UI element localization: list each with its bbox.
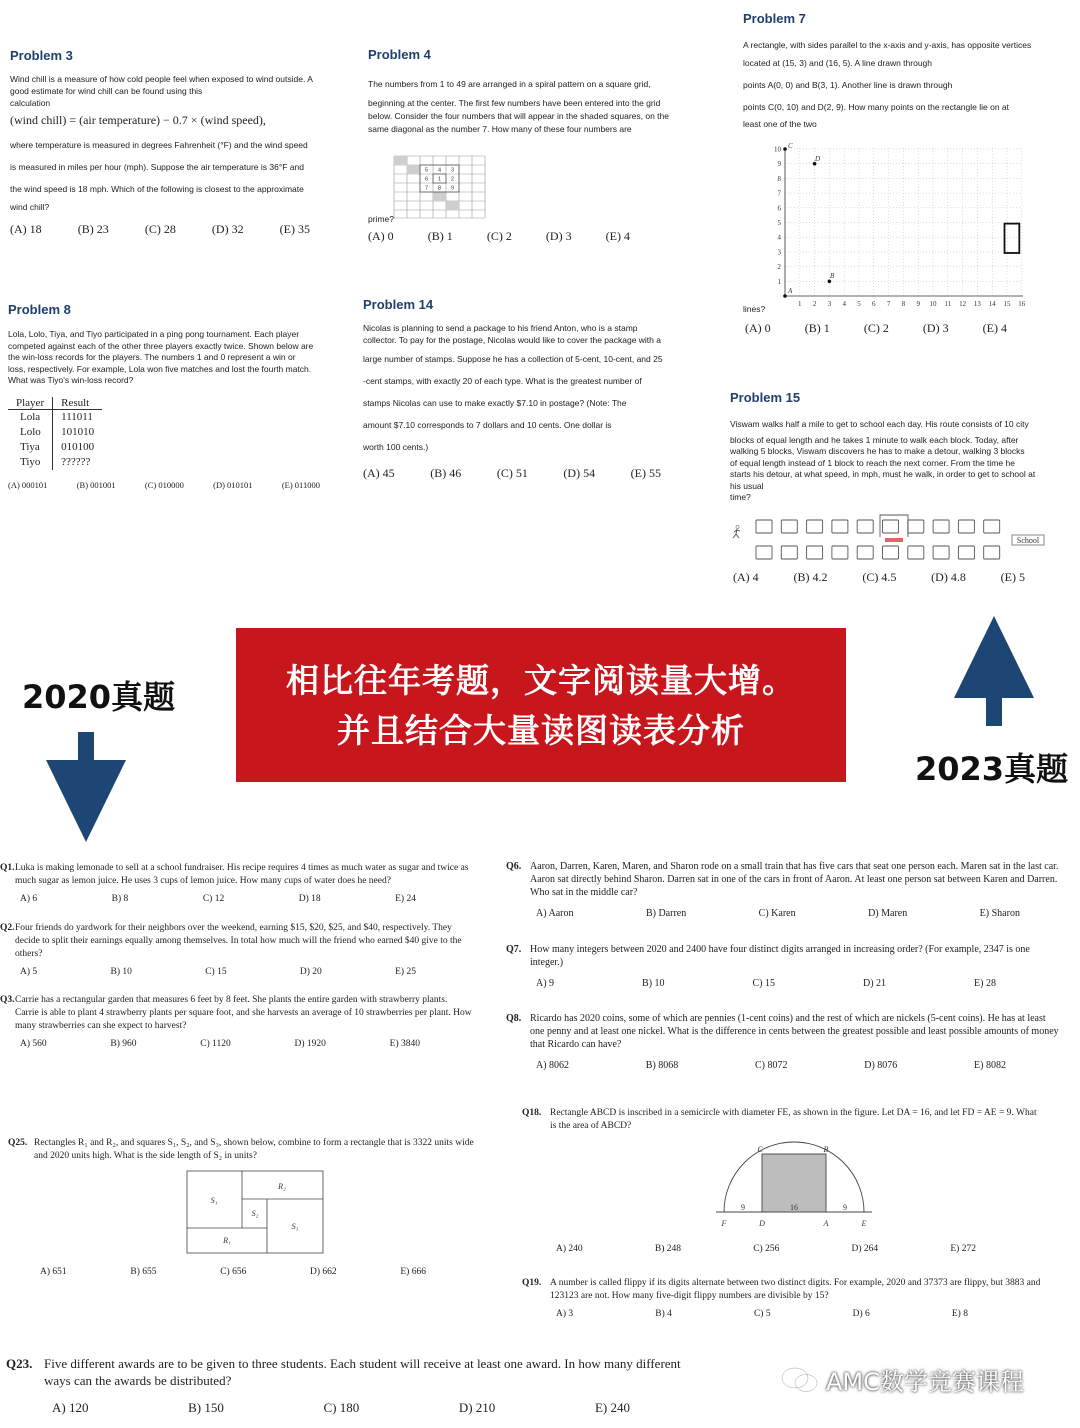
problem-15-line: Viswam walks half a mile to get to school each day. His route consists of 10 city xyxy=(730,419,1029,429)
choice[interactable]: (D) 3 xyxy=(545,229,572,243)
choice[interactable]: A) 560 xyxy=(20,1039,47,1049)
problem-3-formula: (wind chill) = (air temperature) − 0.7 × (wind speed), xyxy=(10,113,266,127)
problem-7-choices xyxy=(745,321,1007,336)
problem-3-line: good estimate for wind chill can be found using this xyxy=(10,86,203,96)
x-tick: 14 xyxy=(988,300,996,308)
question-q6: Q6. Aaron, Darren, Karen, Maren, and Sharon rode on a small train that has five cars that seat one person each. Maren sat in the last car. Aaron sat directly behind Sharon. Darren sat in one of the cars in front of Aaron. At least one person sat between Karen and Darren. Who sat in the middle car? A) Aaron B) Darren C) Karen D) Maren E) Sharon xyxy=(506,861,1059,919)
problem-3-title: Problem 3 xyxy=(10,48,73,63)
problem-8-choices xyxy=(8,480,320,490)
choice[interactable]: (C) 010000 xyxy=(144,479,184,490)
problem-14-line: large number of stamps. Suppose he has a collection of 5-cent, 10-cent, and 25 xyxy=(363,354,663,364)
choice[interactable]: B) Darren xyxy=(645,908,687,919)
city-block xyxy=(958,546,974,559)
semicircle-figure xyxy=(712,1140,878,1232)
y-tick: 3 xyxy=(777,248,781,257)
question-choices xyxy=(52,1400,630,1416)
question-q8: Q8. Ricardo has 2020 coins, some of which are pennies (1-cent coins) and the rest of which are nickels (5-cent coins). He has at least one penny and at least one nickel. What is the difference in cents between the greatest possible and least possible amounts of money that Ricardo can have? A) 8062 B) 8068 C) 8072 D) 8076 E) 8082 xyxy=(506,1013,1059,1071)
summary-banner xyxy=(236,628,846,782)
x-tick: 11 xyxy=(944,300,952,308)
y-tick: 2 xyxy=(777,263,781,272)
choice[interactable]: (D) 32 xyxy=(211,222,244,236)
choice[interactable]: C) 256 xyxy=(753,1244,780,1254)
city-block xyxy=(756,546,772,559)
x-tick: 13 xyxy=(973,300,981,308)
grid-number: 9 xyxy=(450,185,455,192)
choice[interactable]: (A) 0 xyxy=(745,321,771,335)
question-text: A number is called flippy if its digits alternate between two distinct digits. For example, 2020 and 37373 are flippy, but 3883 and 123123 are not. How many five-digit flippy numbers are divisible by 15? xyxy=(550,1278,1041,1301)
x-tick: 16 xyxy=(1018,300,1026,308)
city-block xyxy=(908,520,924,533)
city-block xyxy=(832,546,848,559)
school-label: School xyxy=(1016,536,1040,545)
fig-label: B xyxy=(823,1145,829,1154)
x-tick: 3 xyxy=(827,300,832,308)
problem-4-line: The numbers from 1 to 49 are arranged in a spiral pattern on a square grid, xyxy=(368,79,651,89)
problem-4-line: beginning at the center. The first few numbers have been entered into the grid xyxy=(368,98,661,108)
question-q3: Q3. Carrie has a rectangular garden that measures 6 feet by 8 feet. She plants the entire garden with strawberry plants. Carrie is able to plant 4 strawberry plants per square foot, and she harvests an average of 10 strawberries per plant. How many strawberries can she expect to harvest? A) 560 B) 960 C) 1120 D) 1920 E) 3840 xyxy=(0,995,472,1049)
choice[interactable]: E) 8082 xyxy=(974,1060,1006,1071)
question-q25: Q25. Rectangles R₁ and R₂, and squares S₁, S₂, and S₃, shown below, combine to form a rectangle that is 3322 units wide and 2020 units high. What is the side length of S₂ in units? xyxy=(8,1137,480,1163)
watermark xyxy=(780,1362,1024,1397)
choice[interactable]: (A) 0 xyxy=(368,229,394,243)
y-tick: 5 xyxy=(777,219,781,227)
x-tick: 4 xyxy=(842,300,846,308)
label-a: A xyxy=(788,287,793,295)
question-choices xyxy=(536,978,996,989)
choice[interactable]: D) 18 xyxy=(298,894,321,904)
fig-label: 16 xyxy=(790,1203,798,1212)
problem-3-choices xyxy=(10,222,310,237)
question-text: Luka is making lemonade to sell at a school fundraiser. His recipe requires 4 times as much water as sugar and twice as much sugar as lemon juice. He uses 3 cups of lemon juice. How many cups of water does he need? xyxy=(15,863,469,886)
choice[interactable]: D) 264 xyxy=(851,1244,879,1254)
grid-number: 1 xyxy=(437,176,442,183)
problem-15-title: Problem 15 xyxy=(730,390,801,405)
problem-8-line: the win-loss records for the players. The numbers 1 and 0 represent a win or xyxy=(8,352,296,362)
fig-label: C xyxy=(757,1145,763,1154)
choice[interactable]: C) 15 xyxy=(205,967,227,977)
x-tick: 8 xyxy=(901,300,906,308)
city-block xyxy=(958,520,974,533)
x-tick: 2 xyxy=(812,300,817,308)
choice[interactable]: E) 25 xyxy=(395,967,416,977)
choice[interactable]: A) 651 xyxy=(40,1267,67,1277)
choice[interactable]: (C) 51 xyxy=(496,466,528,480)
problem-14-line: collector. To pay for the postage, Nicolas would like to cover the package with a xyxy=(363,334,661,345)
question-text: Carrie has a rectangular garden that measures 6 feet by 8 feet. She plants the entire garden with strawberry plants. Carrie is able to plant 4 strawberry plants per square foot, and she harvests an average of 10 strawberries per plant. How many strawberries can she expect to harvest? xyxy=(15,995,472,1031)
table-row: Tiyo ?????? xyxy=(8,455,102,470)
problem-7-line: least one of the two xyxy=(743,119,817,129)
choice[interactable]: A) 120 xyxy=(52,1400,89,1415)
choice[interactable]: B) 8 xyxy=(111,894,129,904)
choice[interactable]: C) 5 xyxy=(753,1309,771,1319)
problem-4-choices xyxy=(368,229,630,244)
choice[interactable]: (A) 18 xyxy=(10,222,42,236)
table-header: Result xyxy=(53,397,103,410)
label-b: B xyxy=(830,272,835,280)
problem-7-line: lines? xyxy=(743,304,766,314)
choice[interactable]: A) Aaron xyxy=(536,908,574,919)
year-2020-label: 2020真题 xyxy=(22,678,176,716)
problem-15-line: blocks of equal length and he takes 1 minute to walk each block. Today, after xyxy=(730,434,1019,445)
fig-label: R₁ xyxy=(223,1236,231,1245)
problem-15-line: time? xyxy=(730,492,751,502)
choice[interactable]: E) 272 xyxy=(950,1244,976,1254)
choice[interactable]: A) 9 xyxy=(536,978,555,989)
question-text: Four friends do yardwork for their neighbors over the weekend, earning $15, $20, $25, and $40, respectively. They decide to split their earnings equally among themselves. In total how much will the friend who earned $40 give to the others? xyxy=(15,923,462,959)
choice[interactable]: B) 150 xyxy=(188,1400,224,1415)
problem-8-line: Lola, Lolo, Tiya, and Tiyo participated in a ping pong tournament. Each player xyxy=(8,329,300,339)
choice[interactable]: (B) 001001 xyxy=(76,479,116,490)
choice[interactable]: A) 3 xyxy=(556,1309,574,1319)
question-text: Aaron, Darren, Karen, Maren, and Sharon rode on a small train that has five cars that seat one person each. Maren sat in the last car. Aaron sat directly behind Sharon. Darren sat in one of the cars in front of Aaron. At least one person sat between Karen and Darren. Who sat in the middle car? xyxy=(530,861,1059,898)
problem-14-line: Nicolas is planning to send a package to his friend Anton, who is a stamp xyxy=(363,323,638,333)
city-block xyxy=(933,546,949,559)
city-block xyxy=(807,520,823,533)
problem-15 xyxy=(730,390,1060,504)
city-block xyxy=(984,520,1000,533)
choice[interactable]: (B) 23 xyxy=(77,222,109,236)
choice[interactable]: E) 240 xyxy=(594,1400,630,1415)
table-row: Lolo 101010 xyxy=(8,425,102,440)
choice[interactable]: E) 24 xyxy=(395,894,416,904)
problem-14 xyxy=(363,297,683,481)
choice[interactable]: (C) 28 xyxy=(144,222,176,236)
choice[interactable]: (C) 2 xyxy=(486,229,512,243)
choice[interactable]: C) 180 xyxy=(323,1400,360,1415)
x-tick: 7 xyxy=(886,300,891,308)
choice[interactable]: A) 6 xyxy=(20,894,38,904)
fig-label: R₂ xyxy=(278,1182,286,1191)
problem-3-line: wind chill? xyxy=(10,202,50,212)
label-d: D xyxy=(815,155,821,163)
question-choices xyxy=(536,908,1020,919)
y-tick: 1 xyxy=(777,277,781,286)
problem-14-line: stamps Nicolas can use to make exactly $7.10 in postage? (Note: The xyxy=(363,398,627,408)
choice[interactable]: (B) 1 xyxy=(804,321,830,335)
problem-8-line: competed against each of the other three players exactly twice. Shown below are xyxy=(8,340,314,351)
question-text: Ricardo has 2020 coins, some of which are pennies (1-cent coins) and the rest of which are nickels (5-cent coins). He has at least one penny and at least one nickel. What is the difference in cents between the greatest possible and least possible amounts of money that Ricardo can have? xyxy=(530,1013,1059,1050)
x-tick: 10 xyxy=(929,300,937,308)
question-choices xyxy=(20,967,416,977)
question-q2: Q2. Four friends do yardwork for their neighbors over the weekend, earning $15, $20, $25, and $40, respectively. They decide to split their earnings equally among themselves. In total how much will the friend who earned $40 give to the others? A) 5 B) 10 C) 15 D) 20 E) 25 xyxy=(0,922,472,977)
question-choices xyxy=(556,1244,976,1254)
fig-label: S₃ xyxy=(291,1222,299,1231)
problem-4-line: below. Consider the four numbers that will appear in the shaded squares, on the xyxy=(368,111,669,121)
choice[interactable]: B) 10 xyxy=(642,978,665,989)
problem-14-line: amount $7.10 corresponds to 7 dollars and 10 cents. One dollar is xyxy=(363,420,612,430)
y-tick: 8 xyxy=(777,174,781,183)
table-row: Tiya 010100 xyxy=(8,440,102,455)
problem-7 xyxy=(743,11,1063,130)
choice[interactable]: C) 1120 xyxy=(200,1039,231,1049)
choice[interactable]: D) 662 xyxy=(310,1267,337,1277)
watermark-text: AMC数学竞赛课程 xyxy=(826,1368,1024,1396)
choice[interactable]: (E) 55 xyxy=(630,466,661,480)
problem-3 xyxy=(10,48,328,237)
choice[interactable]: E) Sharon xyxy=(979,908,1020,919)
choice[interactable]: B) 655 xyxy=(130,1267,157,1277)
choice[interactable]: D) 8076 xyxy=(864,1060,898,1071)
choice[interactable]: D) Maren xyxy=(868,908,908,919)
choice[interactable]: (D) 3 xyxy=(922,321,949,335)
choice[interactable]: B) 10 xyxy=(110,967,132,977)
choice[interactable]: E) 3840 xyxy=(389,1039,420,1049)
question-choices xyxy=(20,1039,420,1049)
choice[interactable]: (E) 011000 xyxy=(281,479,320,490)
city-block xyxy=(883,546,899,559)
problem-4-line: same diagonal as the number 7. How many of these four numbers are xyxy=(368,124,632,134)
problem-14-line: worth 100 cents.) xyxy=(363,442,429,452)
spiral-grid-figure xyxy=(392,154,488,220)
wechat-icon xyxy=(780,1365,820,1395)
y-tick: 4 xyxy=(777,233,781,242)
rectangles-squares-figure xyxy=(186,1170,326,1254)
choice[interactable]: (E) 4 xyxy=(982,321,1007,335)
question-choices xyxy=(556,1309,968,1319)
choice[interactable]: C) 12 xyxy=(202,894,225,904)
grid-number: 3 xyxy=(450,167,455,174)
problem-8-line: loss, respectively. For example, Lola won five matches and lost the fourth match. xyxy=(8,363,312,374)
problem-7-line: points C(0, 10) and D(2, 9). How many points on the rectangle lie on at xyxy=(743,102,1010,112)
choice[interactable]: B) 248 xyxy=(654,1244,681,1254)
question-choices xyxy=(536,1060,1006,1071)
question-q18: Q18. Rectangle ABCD is inscribed in a semicircle with diameter FE, as shown in the figure. Let DA = 16, and let FD = AE = 9. What is the area of ABCD? xyxy=(522,1107,1042,1133)
problem-3-line: Wind chill is a measure of how cold people feel when exposed to wind outside. A xyxy=(10,74,313,84)
problem-8-title: Problem 8 xyxy=(8,302,71,317)
choice[interactable]: (A) 45 xyxy=(363,466,395,480)
x-tick: 9 xyxy=(916,300,920,308)
grid-number: 7 xyxy=(424,185,429,192)
table-row: Lola 111011 xyxy=(8,409,102,425)
question-choices xyxy=(20,894,416,904)
problem-15-line: walking 5 blocks, Viswam discovers he has to make a detour, walking 3 blocks xyxy=(730,446,1025,456)
problem-4-title: Problem 4 xyxy=(368,47,431,62)
problem-7-line: located at (15, 3) and (16, 5). A line drawn through xyxy=(743,58,933,68)
choice[interactable]: (E) 4 xyxy=(605,229,630,243)
city-block xyxy=(756,520,772,533)
choice[interactable]: (A) 000101 xyxy=(8,479,48,490)
city-block xyxy=(908,546,924,559)
problem-3-line: is measured in miles per hour (mph). Suppose the air temperature is 36°F and xyxy=(10,162,304,172)
choice[interactable]: A) 8062 xyxy=(536,1060,570,1071)
choice[interactable]: D) 1920 xyxy=(294,1039,326,1049)
grid-number: 8 xyxy=(437,185,442,192)
y-tick: 6 xyxy=(777,204,781,213)
banner-line-1: 相比往年考题，文字阅读量大增。 xyxy=(286,661,796,700)
x-tick: 5 xyxy=(857,300,861,308)
problem-15-choices xyxy=(733,570,1025,585)
problem-14-line: -cent stamps, with exactly 20 of each type. What is the greatest number of xyxy=(363,376,642,386)
choice[interactable]: (D) 54 xyxy=(563,466,596,480)
problem-15-line: starts his detour, at what speed, in mph, must he walk, in order to get to school at xyxy=(730,469,1036,479)
y-tick: 7 xyxy=(777,189,781,198)
problem-7-title: Problem 7 xyxy=(743,11,806,26)
problem-4 xyxy=(368,47,680,136)
choice[interactable]: C) Karen xyxy=(758,908,796,919)
question-text: Rectangles R₁ and R₂, and squares S₁, S₂, and S₃, shown below, combine to form a rectangle that is 3322 units wide and 2020 units high. What is the side length of S₂ in units? xyxy=(34,1138,474,1161)
choice[interactable]: A) 240 xyxy=(556,1244,583,1254)
question-text: Rectangle ABCD is inscribed in a semicircle with diameter FE, as shown in the figure. Let DA = 16, and let FD = AE = 9. What is the area of ABCD? xyxy=(550,1108,1037,1131)
win-loss-table xyxy=(8,397,102,470)
choice[interactable]: (E) 35 xyxy=(279,222,310,236)
problem-14-choices xyxy=(363,466,661,481)
fig-label: 9 xyxy=(741,1203,745,1212)
question-choices xyxy=(40,1267,426,1277)
choice[interactable]: (B) 46 xyxy=(430,466,462,480)
choice[interactable]: A) 5 xyxy=(20,967,38,977)
fig-label: A xyxy=(823,1219,829,1228)
choice[interactable]: (A) 4 xyxy=(733,570,759,584)
choice[interactable]: (C) 2 xyxy=(863,321,889,335)
choice[interactable]: B) 960 xyxy=(110,1039,137,1049)
problem-8-line: What was Tiyo's win-loss record? xyxy=(8,375,134,385)
question-text: Five different awards are to be given to three students. Each student will receive at least one award. In how many different ways can the awards be distributed? xyxy=(44,1356,681,1388)
city-block xyxy=(883,520,899,533)
city-block xyxy=(781,520,797,533)
table-header: Player xyxy=(8,397,53,410)
detour-marker xyxy=(885,538,903,542)
choice[interactable]: (B) 4.2 xyxy=(793,570,828,584)
choice[interactable]: (D) 4.8 xyxy=(931,570,966,584)
choice[interactable]: C) 15 xyxy=(752,978,775,989)
choice[interactable]: B) 8068 xyxy=(645,1060,679,1071)
city-blocks-figure xyxy=(728,514,1050,564)
choice[interactable]: (E) 5 xyxy=(1000,570,1025,584)
x-tick: 12 xyxy=(959,300,967,308)
fig-label: 9 xyxy=(843,1203,847,1212)
fig-label: E xyxy=(861,1219,867,1228)
x-tick: 15 xyxy=(1003,300,1011,308)
choice[interactable]: (D) 010101 xyxy=(213,479,253,490)
city-block xyxy=(933,520,949,533)
choice[interactable]: E) 8 xyxy=(951,1309,968,1319)
choice[interactable]: B) 4 xyxy=(655,1309,672,1319)
fig-label: S₁ xyxy=(210,1196,218,1205)
grid-number: 4 xyxy=(437,167,442,174)
choice[interactable]: D) 20 xyxy=(299,967,322,977)
city-block xyxy=(781,546,797,559)
question-text: How many integers between 2020 and 2400 have four distinct digits arranged in increasing order? (For example, 2347 is one integer.) xyxy=(530,944,1030,968)
choice[interactable]: C) 656 xyxy=(220,1267,247,1277)
arrow-down-icon xyxy=(44,732,128,844)
question-q7: Q7. How many integers between 2020 and 2400 have four distinct digits arranged in increasing order? (For example, 2347 is one integer.) A) 9 B) 10 C) 15 D) 21 E) 28 xyxy=(506,943,1060,989)
question-q23: Q23. Five different awards are to be given to three students. Each student will receive at least one award. In how many different ways can the awards be distributed? A) 120 B) 150 C) 180 D) 210 E) 240 xyxy=(6,1355,706,1416)
choice[interactable]: D) 6 xyxy=(852,1309,870,1319)
question-q1: Q1. Luka is making lemonade to sell at a school fundraiser. His recipe requires 4 times as much water as sugar and twice as much sugar as lemon juice. He uses 3 cups of lemon juice. How many cups of water does he need? A) 6 B) 8 C) 12 D) 18 E) 24 xyxy=(0,862,472,904)
year-2023-label: 2023真题 xyxy=(915,750,1069,788)
choice[interactable]: D) 210 xyxy=(458,1400,496,1415)
problem-7-line: points A(0, 0) and B(3, 1). Another line is drawn through xyxy=(743,80,953,90)
choice[interactable]: E) 28 xyxy=(974,978,996,989)
y-tick: 10 xyxy=(774,145,781,154)
choice[interactable]: (C) 4.5 xyxy=(862,570,897,584)
rectangle-shape xyxy=(1005,224,1020,253)
coordinate-plot-figure xyxy=(765,138,1035,314)
banner-line-2: 并且结合大量读图读表分析 xyxy=(337,711,745,750)
choice[interactable]: D) 21 xyxy=(862,978,887,989)
problem-3-line: calculation xyxy=(10,98,51,108)
city-block xyxy=(807,546,823,559)
problem-8 xyxy=(8,302,326,490)
point-b xyxy=(828,280,832,284)
grid-number: 5 xyxy=(424,167,429,174)
city-block xyxy=(984,546,1000,559)
choice[interactable]: C) 8072 xyxy=(755,1060,788,1071)
city-block xyxy=(857,520,873,533)
fig-label: F xyxy=(721,1219,727,1228)
y-tick: 9 xyxy=(777,160,781,169)
point-c xyxy=(783,147,787,151)
fig-label: S₂ xyxy=(251,1209,259,1218)
problem-15-line: his usual xyxy=(730,480,764,491)
choice[interactable]: (B) 1 xyxy=(427,229,453,243)
x-tick: 6 xyxy=(872,300,876,308)
arrow-up-icon xyxy=(952,614,1036,726)
problem-3-line: the wind speed is 18 mph. Which of the following is closest to the approximate xyxy=(10,184,304,194)
city-block xyxy=(832,520,848,533)
problem-4-line: prime? xyxy=(368,214,394,224)
label-c: C xyxy=(788,142,793,150)
choice[interactable]: E) 666 xyxy=(400,1267,426,1277)
x-tick: 1 xyxy=(798,300,802,308)
grid-number: 2 xyxy=(450,176,455,183)
problem-15-line: of equal length instead of 1 block to reach the next corner. From the time he xyxy=(730,457,1015,468)
problem-3-line: where temperature is measured in degrees Fahrenheit (°F) and the wind speed xyxy=(10,140,308,150)
problem-7-line: A rectangle, with sides parallel to the x-axis and y-axis, has opposite vertices xyxy=(743,40,1032,50)
point-a xyxy=(783,294,787,298)
problem-14-title: Problem 14 xyxy=(363,297,434,312)
grid-number: 6 xyxy=(424,176,429,183)
detour-path xyxy=(880,515,908,537)
city-block xyxy=(857,546,873,559)
fig-label: D xyxy=(759,1219,765,1228)
question-q19: Q19. A number is called flippy if its digits alternate between two distinct digits. For example, 2020 and 37373 are flippy, but 3883 and 123123 are not. How many five-digit flippy numbers are divisible by 15? A) 3 B) 4 C) 5 D) 6 E) 8 xyxy=(522,1278,1041,1319)
